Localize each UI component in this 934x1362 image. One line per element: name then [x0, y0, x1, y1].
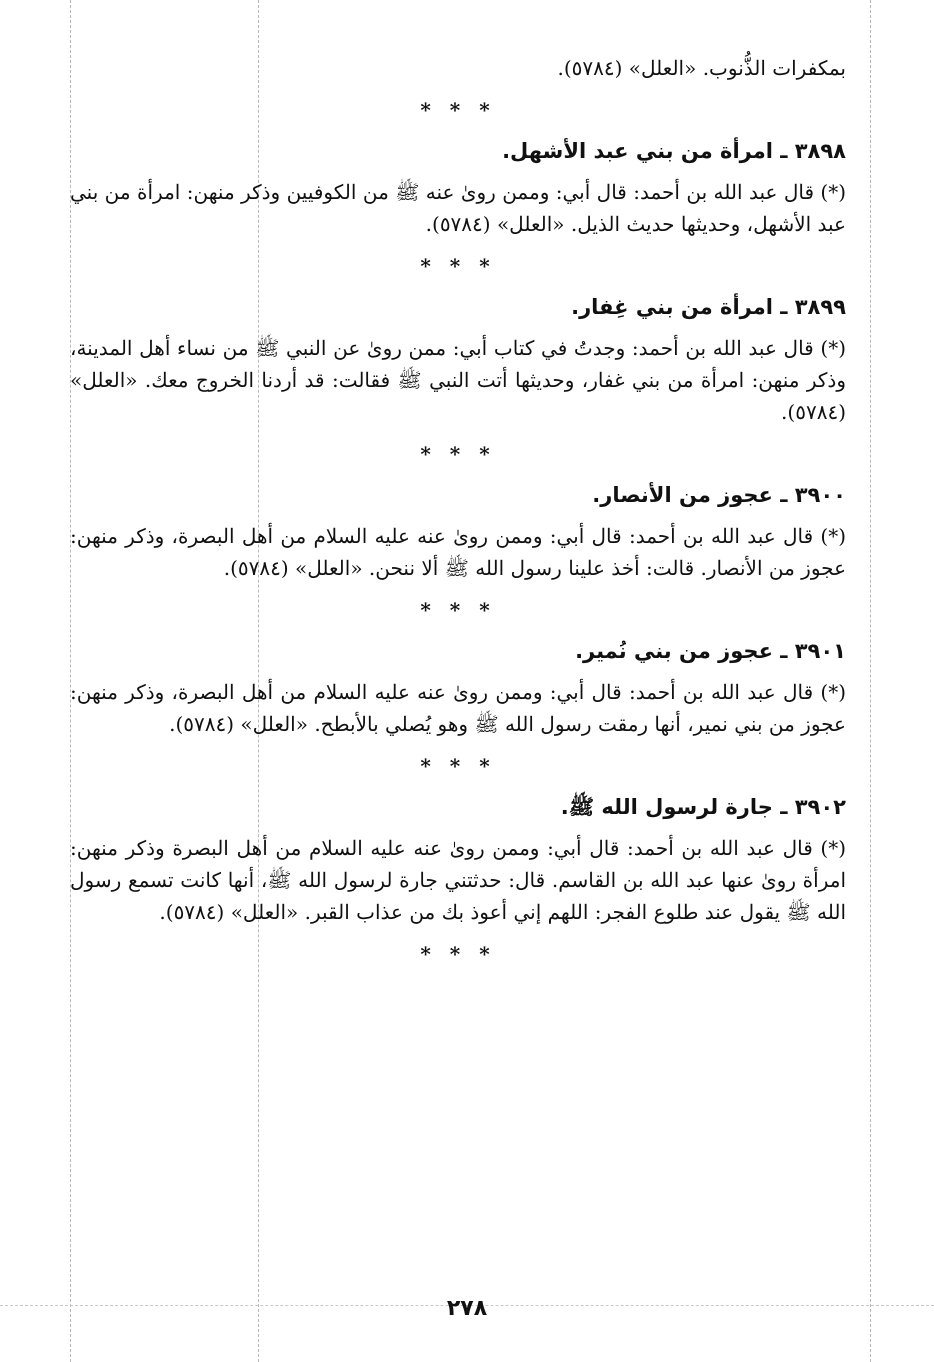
- entry-text: (*) قال عبد الله بن أحمد: وجدتُ في كتاب أبي: ممن روىٰ عن النبي ﷺ من نساء أهل المدينة، وذكر منهن: امرأة من بني غفار، وحديثها أتت النبي ﷺ فقالت: قد أردنا الخروج معك. «العلل» (٥٧٨٤).: [70, 336, 847, 424]
- continuation-line: بمكفرات الذُّنوب. «العلل» (٥٧٨٤).: [557, 56, 846, 80]
- entry-heading: ٣٨٩٨ ـ امرأة من بني عبد الأشهل.: [502, 139, 846, 163]
- entry-heading: ٣٩٠٢ ـ جارة لرسول الله ﷺ.: [560, 795, 846, 819]
- section-separator: * * *: [420, 754, 496, 778]
- section-separator: * * *: [420, 942, 496, 966]
- entry-text: (*) قال عبد الله بن أحمد: قال أبي: وممن روىٰ عنه عليه السلام من أهل البصرة، وذكر منهن: عجوز من الأنصار. قالت: أخذ علينا رسول الله ﷺ ألا ننحن. «العلل» (٥٧٨٤).: [70, 524, 846, 580]
- entry-text: (*) قال عبد الله بن أحمد: قال أبي: وممن روىٰ عنه عليه السلام من أهل البصرة، وذكر منهن: عجوز من بني نمير، أنها رمقت رسول الله ﷺ وهو يُصلي بالأبطح. «العلل» (٥٧٨٤).: [70, 680, 846, 736]
- entry-text: (*) قال عبد الله بن أحمد: قال أبي: وممن روىٰ عنه ﷺ من الكوفيين وذكر منهن: امرأة من بني عبد الأشهل، وحديثها حديث الذيل. «العلل» (٥٧٨٤).: [70, 180, 847, 236]
- section-separator: * * *: [420, 98, 496, 122]
- document-body: [70, 52, 846, 976]
- entry-text: (*) قال عبد الله بن أحمد: قال أبي: وممن روىٰ عنه عليه السلام من أهل البصرة وذكر منهن: امرأة روىٰ عنها عبد الله بن القاسم. قال: حدثتني جارة لرسول الله ﷺ، أنها كانت تسمع رسول الله ﷺ يقول عند طلوع الفجر: اللهم إني أعوذ بك من عذاب القبر. «العلل» (٥٧٨٤).: [70, 836, 846, 924]
- entry-heading: ٣٩٠٠ ـ عجوز من الأنصار.: [592, 483, 846, 507]
- page-number: ٢٧٨: [446, 1296, 488, 1321]
- entry-heading: ٣٨٩٩ ـ امرأة من بني غِفار.: [571, 295, 846, 319]
- margin-guide: [870, 0, 871, 1362]
- section-separator: * * *: [420, 598, 496, 622]
- entry-heading: ٣٩٠١ ـ عجوز من بني نُمير.: [575, 639, 846, 663]
- section-separator: * * *: [420, 254, 496, 278]
- section-separator: * * *: [420, 442, 496, 466]
